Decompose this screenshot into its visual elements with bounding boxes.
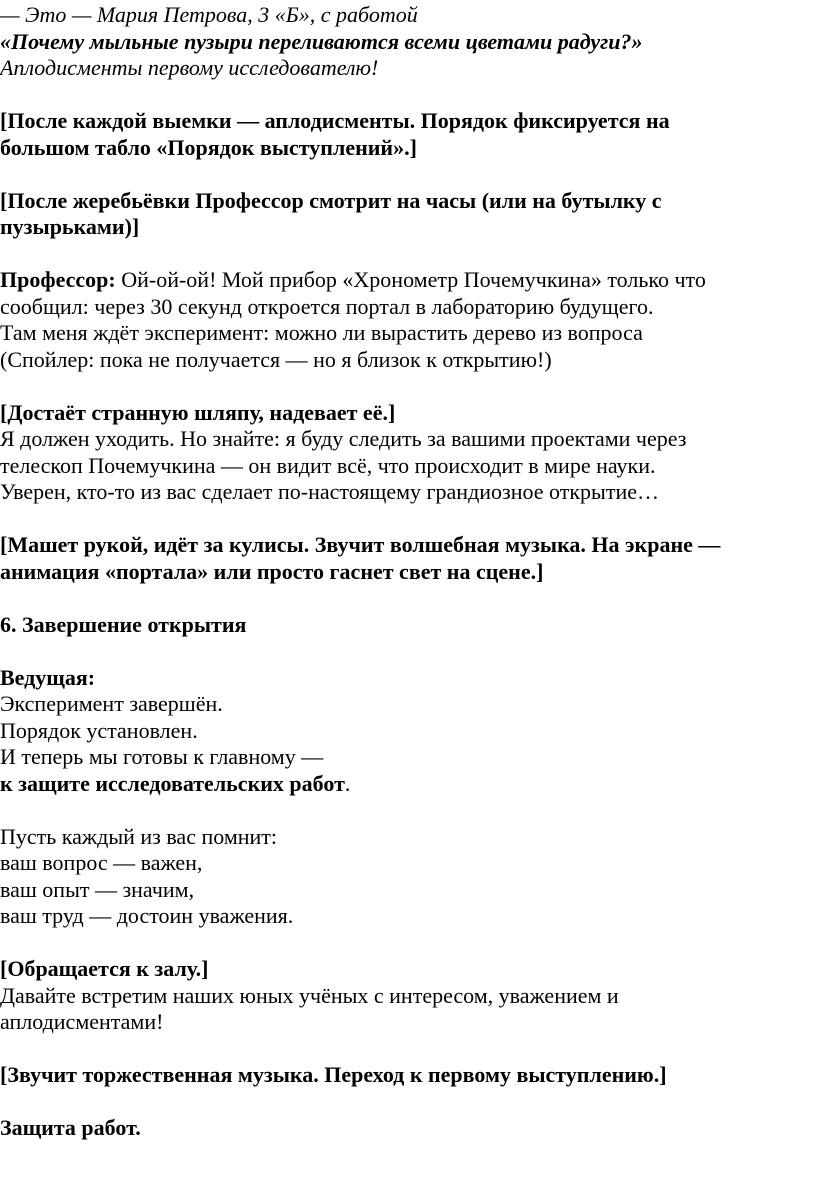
paragraph-gap [0,1036,812,1063]
stage-direction-clock [0,188,812,241]
intro-block [0,2,812,82]
stage-direction-line: [Достаёт странную шляпу, надевает её.] [0,399,396,425]
intro-applause: Аплодисменты первому исследователю! [0,55,379,80]
professor-line [0,267,812,294]
paragraph-gap [0,1089,812,1116]
stage-direction-draw [0,108,812,161]
speech-line: телескоп Почемучкина — он видит всё, что происходит в мире науки. [0,452,656,478]
speech-line: ваш вопрос — важен, [0,850,203,875]
speech-line: ваш труд — достоин уважения. [0,903,294,928]
stage-direction-line: [Обращается к залу.] [0,956,209,981]
speaker-label: Ведущая: [0,664,96,690]
stage-direction-line: [После каждой выемки — аплодисменты. Порядок фиксируется на [0,108,670,133]
speech-line: И теперь мы готовы к главному — [0,744,324,769]
stage-direction-line: [Машет рукой, идёт за кулисы. Звучит волшебная музыка. На экране — [0,532,721,557]
professor-speech [0,267,812,373]
stage-direction-line: анимация «портала» или просто гаснет свет на сцене.] [0,558,544,584]
speech-line [0,771,812,798]
stage-direction-exit [0,532,812,585]
speech-text: Ой-ой-ой! Мой прибор «Хронометр Почемучкина» только что [115,267,706,292]
final-heading: Защита работ. [0,1115,141,1140]
speech-line: Эксперимент завершён. [0,691,223,716]
project-title: «Почему мыльные пузыри переливаются всеми цветами радуги?» [0,28,643,54]
host-speech [0,665,812,798]
section-heading: 6. Завершение открытия [0,611,247,637]
professor-farewell [0,400,812,506]
emphasis-text: к защите исследовательских работ [0,770,345,796]
speech-line: Пусть каждый из вас помнит: [0,823,278,849]
speech-line: аплодисментами! [0,1009,164,1034]
paragraph-gap [0,506,812,533]
paragraph-gap [0,373,812,400]
speaker-label: Профессор: [0,267,116,292]
paragraph-gap [0,241,812,268]
stage-direction-line: большом табло «Порядок выступлений».] [0,134,417,160]
speech-line: Там меня ждёт эксперимент: можно ли вырастить дерево из вопроса [0,320,643,345]
speech-text: . [344,770,351,796]
intro-line: — Это — Мария Петрова, 3 «Б», с работой [0,2,418,27]
paragraph-gap [0,930,812,957]
paragraph-gap [0,585,812,612]
speech-line: Давайте встретим наших юных учёных с интересом, уважением и [0,982,619,1008]
address-hall [0,956,812,1036]
paragraph-gap [0,161,812,188]
paragraph-gap [0,82,812,109]
stage-direction-line: пузырьками)] [0,214,140,239]
stage-direction-line: [После жеребьёвки Профессор смотрит на часы (или на бутылку с [0,187,662,213]
script-text [0,2,812,1142]
speech-line: Порядок установлен. [0,717,198,743]
paragraph-gap [0,797,812,824]
host-wish [0,824,812,930]
speech-line: ваш опыт — значим, [0,876,195,902]
stage-direction-line: [Звучит торжественная музыка. Переход к первому выступлению.] [0,1062,667,1087]
speech-line: сообщил: через 30 секунд откроется портал в лабораторию будущего. [0,293,654,319]
paragraph-gap [0,638,812,665]
speech-line: Я должен уходить. Но знайте: я буду следить за вашими проектами через [0,426,687,451]
speech-line: Уверен, кто-то из вас сделает по-настоящему грандиозное открытие… [0,479,659,504]
speech-line: (Спойлер: пока не получается — но я близок к открытию!) [0,346,552,372]
